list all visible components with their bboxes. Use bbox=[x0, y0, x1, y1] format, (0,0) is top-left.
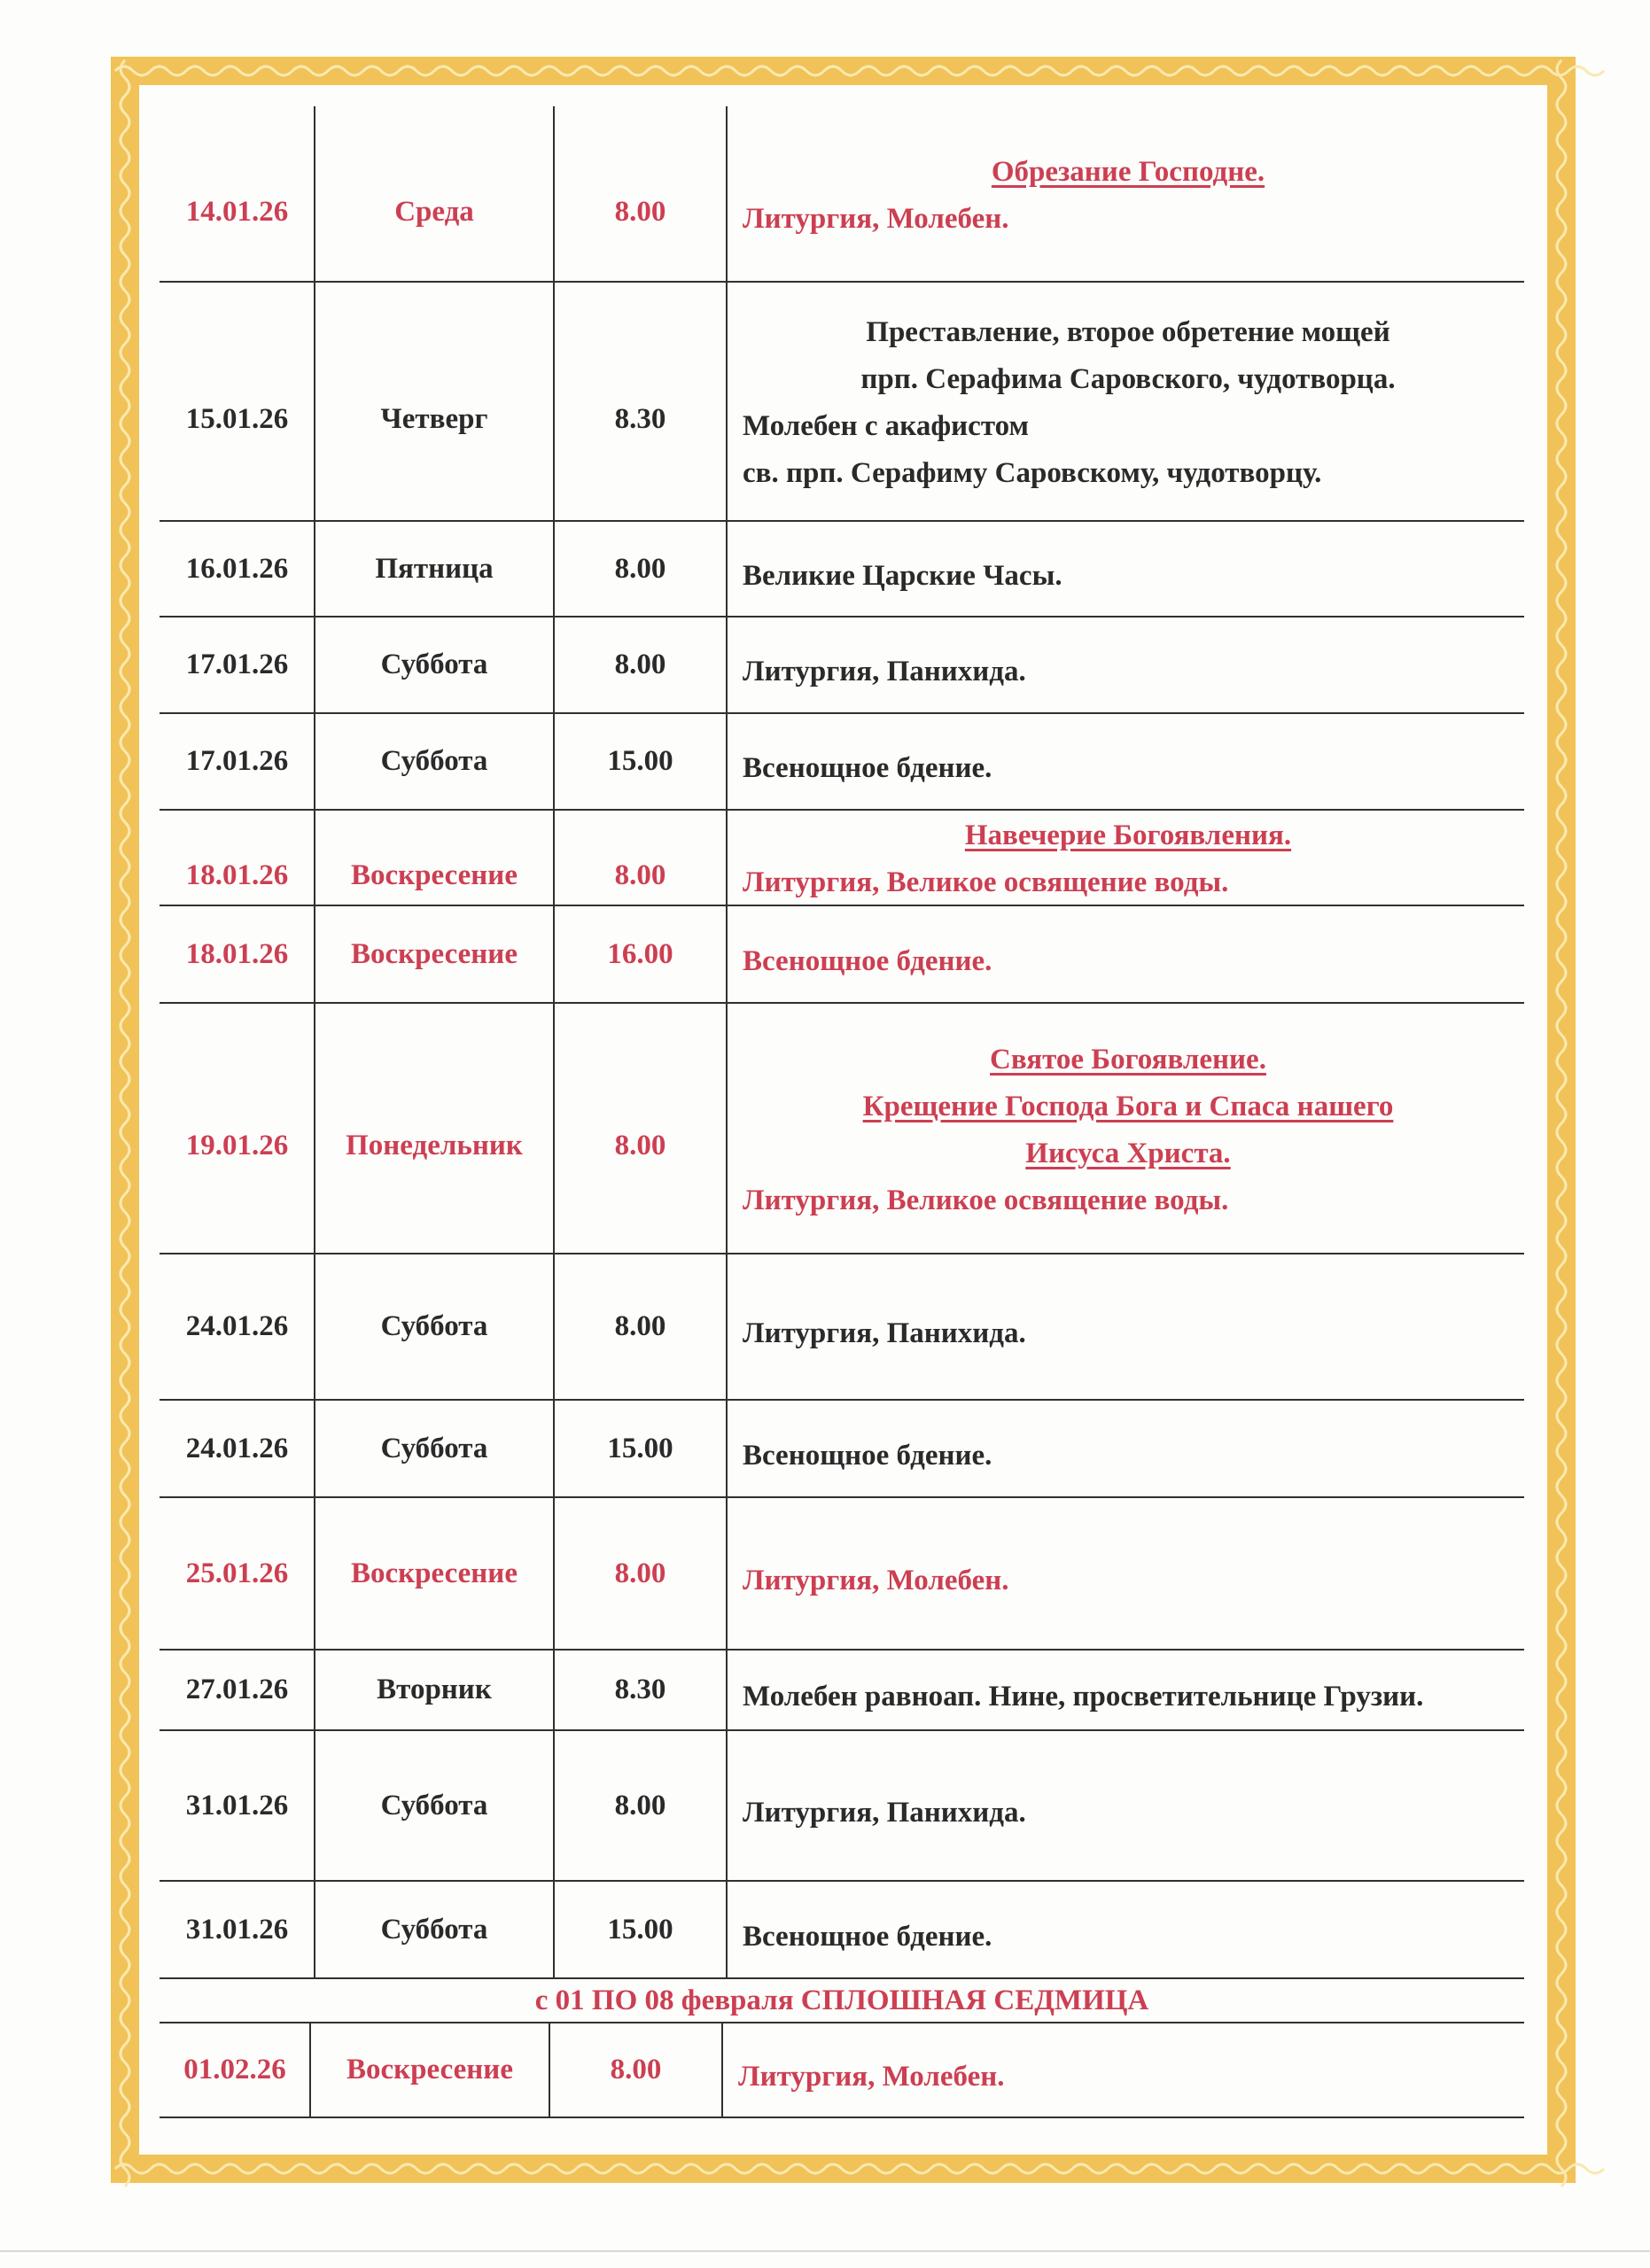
weekday-cell: Суббота bbox=[380, 649, 488, 680]
time-cell: 8.00 bbox=[614, 858, 666, 891]
time-cell: 8.00 bbox=[614, 1557, 666, 1589]
service-line: Литургия, Великое освящение воды. bbox=[743, 1184, 1229, 1216]
service-description bbox=[743, 649, 1514, 695]
weekday-cell: Суббота bbox=[380, 1913, 488, 1946]
service-description bbox=[743, 1310, 1514, 1357]
date-cell: 14.01.26 bbox=[185, 195, 289, 228]
date-cell: 27.01.26 bbox=[185, 1674, 289, 1705]
service-line: Литургия, Молебен. bbox=[743, 203, 1009, 235]
time-cell: 15.00 bbox=[607, 1432, 673, 1464]
service-line: Литургия, Панихида. bbox=[743, 656, 1026, 687]
feast-title: Обрезание Господне. bbox=[991, 156, 1265, 188]
time-cell: 8.00 bbox=[614, 649, 666, 680]
time-cell: 8.00 bbox=[614, 1130, 666, 1161]
weekday-cell: Воскресение bbox=[351, 1557, 518, 1589]
service-line: Преставление, второе обретение мощей bbox=[866, 316, 1390, 348]
service-line: Литургия, Панихида. bbox=[743, 1796, 1026, 1829]
service-line: Великие Царские Часы. bbox=[743, 559, 1062, 592]
service-description bbox=[743, 812, 1514, 906]
service-line: Всенощное бдение. bbox=[743, 944, 992, 977]
service-description bbox=[738, 2054, 1514, 2101]
weekday-cell: Суббота bbox=[380, 1789, 488, 1821]
service-line: св. прп. Серафиму Саровскому, чудотворцу. bbox=[743, 457, 1322, 489]
page-edge bbox=[0, 2250, 1650, 2252]
date-cell: 18.01.26 bbox=[185, 858, 289, 891]
date-cell: 25.01.26 bbox=[185, 1557, 289, 1589]
weekday-cell: Суббота bbox=[380, 745, 488, 777]
date-cell: 24.01.26 bbox=[185, 1310, 289, 1342]
weekday-cell: Суббота bbox=[380, 1432, 488, 1464]
weekday-cell: Воскресение bbox=[351, 858, 518, 891]
service-line: Всенощное бдение. bbox=[743, 1920, 992, 1953]
time-cell: 8.00 bbox=[614, 1310, 666, 1342]
date-cell: 18.01.26 bbox=[185, 937, 289, 970]
date-cell: 15.01.26 bbox=[185, 402, 289, 435]
service-line: Литургия, Панихида. bbox=[743, 1317, 1026, 1349]
weekday-cell: Четверг bbox=[380, 402, 488, 435]
service-line: Литургия, Молебен. bbox=[738, 2061, 1005, 2093]
service-line: Литургия, Молебен. bbox=[743, 1564, 1009, 1596]
weekday-cell: Воскресение bbox=[351, 937, 518, 970]
date-cell: 17.01.26 bbox=[185, 745, 289, 777]
time-cell: 8.00 bbox=[614, 195, 666, 228]
date-cell: 31.01.26 bbox=[185, 1789, 289, 1821]
weekday-cell: Среда bbox=[394, 195, 474, 228]
date-cell: 24.01.26 bbox=[185, 1432, 289, 1464]
date-cell: 01.02.26 bbox=[183, 2054, 286, 2085]
service-description bbox=[743, 1433, 1514, 1480]
time-cell: 8.30 bbox=[614, 402, 666, 435]
service-description bbox=[743, 1557, 1514, 1604]
date-cell: 19.01.26 bbox=[185, 1130, 289, 1161]
date-cell: 16.01.26 bbox=[185, 552, 289, 585]
feast-title: Крещение Господа Бога и Спаса нашего bbox=[862, 1090, 1394, 1122]
week-banner: с 01 ПО 08 февраля СПЛОШНАЯ СЕДМИЦА bbox=[534, 1984, 1149, 2016]
time-cell: 16.00 bbox=[607, 937, 673, 970]
service-description bbox=[743, 745, 1514, 792]
weekday-cell: Пятница bbox=[375, 552, 494, 585]
time-cell: 8.00 bbox=[614, 552, 666, 585]
service-description bbox=[743, 1674, 1514, 1720]
time-cell: 15.00 bbox=[607, 1913, 673, 1946]
service-description bbox=[743, 1914, 1514, 1961]
time-cell: 15.00 bbox=[607, 745, 673, 777]
weekday-cell: Суббота bbox=[380, 1310, 488, 1342]
service-description bbox=[743, 1037, 1514, 1224]
date-cell: 17.01.26 bbox=[185, 649, 289, 680]
time-cell: 8.00 bbox=[610, 2054, 662, 2085]
service-description bbox=[743, 149, 1514, 243]
time-cell: 8.00 bbox=[614, 1789, 666, 1821]
service-description bbox=[743, 938, 1514, 985]
feast-title: Навечерие Богоявления. bbox=[964, 819, 1292, 851]
service-line: Всенощное бдение. bbox=[743, 1439, 992, 1472]
feast-title: Святое Богоявление. bbox=[990, 1043, 1266, 1076]
weekday-cell: Понедельник bbox=[346, 1130, 523, 1161]
service-line: Всенощное бдение. bbox=[743, 752, 992, 784]
service-line: Литургия, Великое освящение воды. bbox=[743, 866, 1229, 898]
service-line: Молебен равноап. Нине, просветительнице Грузии. bbox=[743, 1681, 1424, 1713]
service-line: Молебен с акафистом bbox=[743, 410, 1029, 442]
date-cell: 31.01.26 bbox=[185, 1913, 289, 1946]
weekday-cell: Воскресение bbox=[346, 2054, 513, 2085]
service-description bbox=[743, 309, 1514, 497]
service-description bbox=[743, 553, 1514, 600]
weekday-cell: Вторник bbox=[377, 1674, 492, 1705]
time-cell: 8.30 bbox=[614, 1674, 666, 1705]
service-line: прп. Серафима Саровского, чудотворца. bbox=[860, 363, 1396, 395]
feast-title: Иисуса Христа. bbox=[1025, 1137, 1231, 1169]
service-description bbox=[743, 1790, 1514, 1837]
